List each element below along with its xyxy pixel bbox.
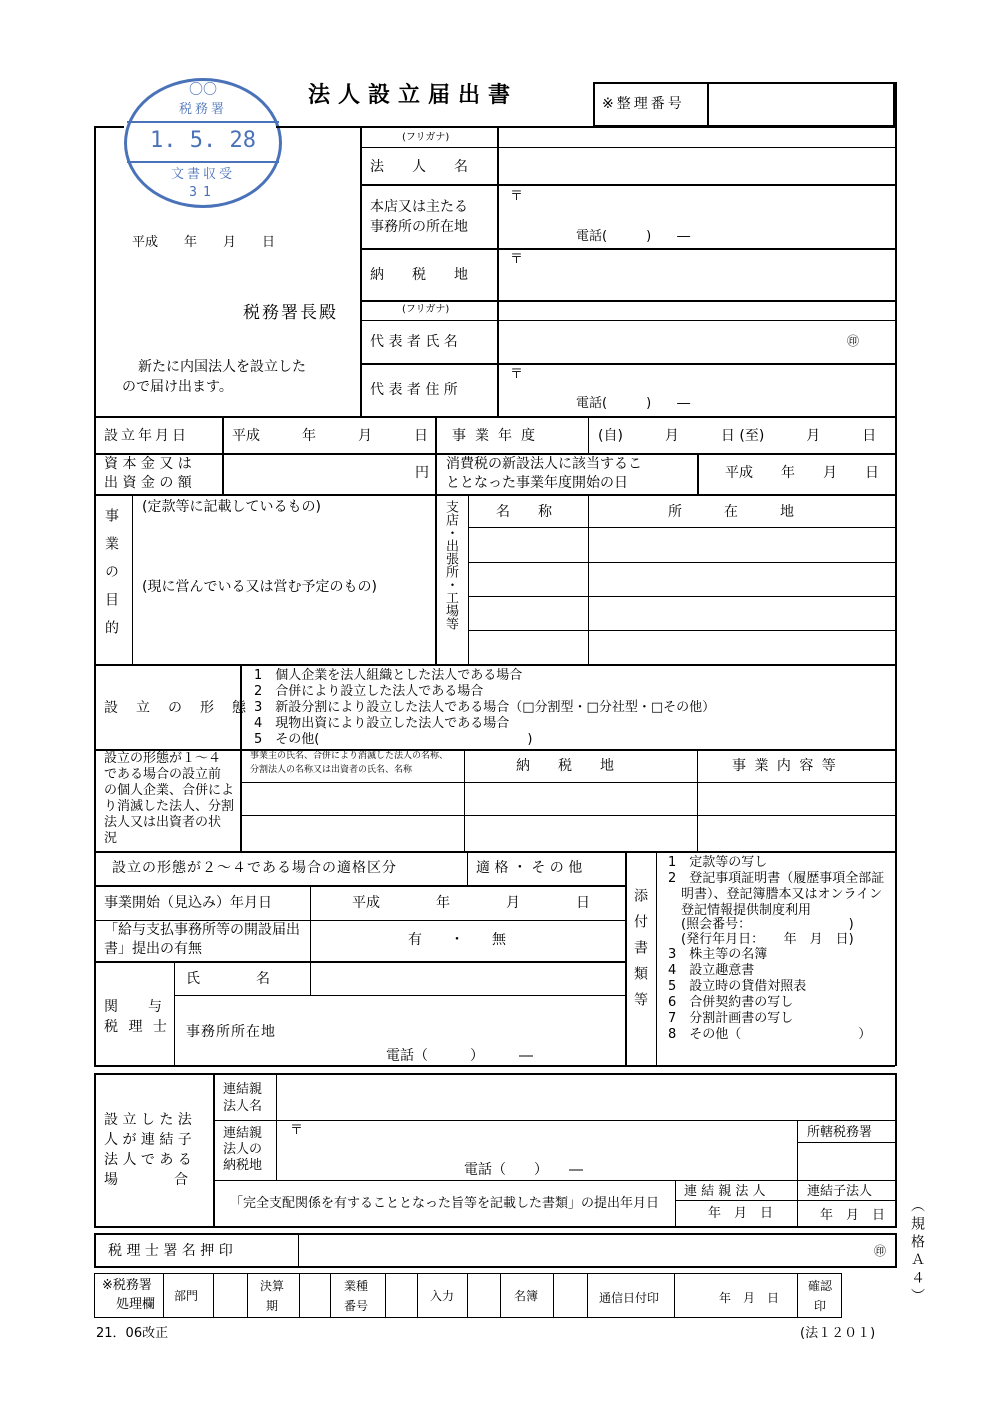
- child-header: 連結子法人: [807, 1184, 873, 1199]
- jurisdiction-office-label: 所轄税務署: [807, 1125, 873, 1140]
- attachment-item-4: 4 設立趣意書: [668, 963, 755, 978]
- fiscal-year-value[interactable]: (自) 月 日 (至) 月 日: [598, 428, 877, 444]
- corp-name-label: 法 人 名: [370, 159, 468, 175]
- attachment-item-2c: 登記情報提供制度利用: [668, 903, 812, 918]
- ref-number-field[interactable]: [710, 84, 893, 125]
- submission-date: 平成 年 月 日: [132, 235, 276, 250]
- accountant-office-field[interactable]: [312, 997, 623, 1063]
- office-use-fiscal-1: 決算: [260, 1279, 285, 1293]
- consolidated-label-3: 法 人 で あ る: [104, 1152, 192, 1168]
- capital-label-1: 資 本 金 又 は: [104, 456, 192, 472]
- parent-tax-field[interactable]: [278, 1122, 795, 1179]
- attachment-item-8: 8 その他（ ）: [668, 1027, 872, 1042]
- rep-name-field[interactable]: [499, 322, 839, 362]
- office-use-confirm-2: 印: [814, 1299, 827, 1313]
- rep-addr-phone: 電話( ) ―: [576, 396, 691, 411]
- parent-name-label-1: 連結親: [223, 1082, 263, 1097]
- parent-header: 連 結 親 法 人: [684, 1184, 766, 1199]
- stamp-number: 31: [189, 185, 217, 200]
- stamp-date: 1. 5. 28: [150, 128, 256, 153]
- tax-start-date[interactable]: 平成 年 月 日: [725, 465, 879, 481]
- predecessor-col2-header: 納 税 地: [516, 758, 614, 774]
- office-use-label-2: 処理欄: [116, 1297, 156, 1312]
- predecessor-col1-line-1: 事業主の氏名、合併により消滅した法人の名称、: [250, 751, 449, 761]
- predecessor-label-5: 法人又は出資者の状: [104, 815, 222, 830]
- form-type-option-5[interactable]: 5 その他( ): [254, 732, 533, 747]
- purpose-note-1: (定款等に記載しているもの): [142, 499, 321, 515]
- purpose-field[interactable]: [134, 520, 432, 662]
- corp-name-field[interactable]: [499, 149, 893, 183]
- accountant-name-label: 氏 名: [186, 971, 270, 987]
- rep-addr-postal: 〒: [510, 367, 524, 382]
- consolidated-label-2: 人 が 連 結 子: [104, 1132, 192, 1148]
- revision-note: 21．06改正: [96, 1326, 169, 1341]
- office-use-label-1: ※税務署: [102, 1278, 152, 1293]
- parent-date[interactable]: 年 月 日: [708, 1206, 774, 1221]
- furigana-label: (フリガナ): [402, 132, 450, 143]
- payroll-label-2: 書」提出の有無: [104, 941, 202, 957]
- predecessor-col1-line-2: 分割法人の名称又は出資者の氏名、名称: [250, 765, 413, 775]
- child-date[interactable]: 年 月 日: [820, 1208, 886, 1223]
- parent-tax-label-3: 納税地: [223, 1158, 263, 1173]
- receipt-stamp: [124, 78, 282, 208]
- jurisdiction-office-field[interactable]: [799, 1143, 893, 1179]
- office-use-fiscal-2: 期: [266, 1299, 279, 1313]
- branch-location-header: 所 在 地: [668, 504, 794, 520]
- attachment-item-6: 6 合併契約書の写し: [668, 995, 794, 1010]
- parent-tax-phone: 電話（ ） ―: [464, 1162, 583, 1178]
- tax-start-label-1: 消費税の新設法人に該当するこ: [446, 456, 642, 472]
- paper-size-note: （規格Ａ４）: [909, 1198, 925, 1306]
- parent-tax-label-2: 法人の: [223, 1142, 263, 1157]
- tax-place-postal: 〒: [510, 252, 524, 267]
- form-type-option-4[interactable]: 4 現物出資により設立した法人である場合: [254, 716, 510, 731]
- postal-mark: 〒: [510, 189, 524, 204]
- form-type-option-3[interactable]: 3 新設分割により設立した法人である場合（□分割型・□分社型・□その他）: [254, 700, 716, 715]
- predecessor-label-6: 況: [104, 831, 118, 846]
- payroll-label-1: 「給与支払事務所等の開設届出: [104, 922, 300, 938]
- branch-name-header: 名 称: [496, 504, 552, 520]
- start-date-value[interactable]: 平成 年 月 日: [352, 895, 590, 911]
- predecessor-row[interactable]: [242, 817, 893, 850]
- form-type-option-2[interactable]: 2 合併により設立した法人である場合: [254, 684, 484, 699]
- capital-label-2: 出 資 金 の 額: [104, 475, 192, 491]
- accountant-office-label: 事務所所在地: [186, 1024, 276, 1040]
- office-use-roster: 名簿: [514, 1289, 539, 1303]
- parent-name-label-2: 法人名: [223, 1099, 263, 1114]
- attachment-item-2d: (照会番号： ): [668, 917, 854, 932]
- start-date-label: 事業開始（見込み）年月日: [104, 895, 272, 911]
- parent-name-field[interactable]: [278, 1076, 893, 1119]
- branch-row[interactable]: [470, 632, 893, 663]
- form-code: (法１２０１): [800, 1326, 876, 1341]
- tax-start-label-2: ととなった事業年度開始の日: [446, 475, 628, 491]
- purpose-label: 事業の目的: [103, 508, 119, 648]
- hq-phone: 電話( ) ―: [576, 229, 691, 244]
- accountant-name-field[interactable]: [312, 963, 623, 994]
- office-use-input: 入力: [430, 1289, 455, 1303]
- office-use-notice: 通信日付印: [599, 1291, 660, 1305]
- form-type-label: 設 立 の 形 態: [104, 700, 248, 716]
- tax-place-label: 納 税 地: [370, 267, 468, 283]
- accountant-label-1: 関 与: [104, 999, 170, 1015]
- office-use-ind-1: 業種: [344, 1279, 369, 1293]
- est-date-label: 設立年月日: [104, 428, 189, 444]
- payroll-value[interactable]: 有 ・ 無: [408, 932, 506, 948]
- rep-addr-label: 代 表 者 住 所: [370, 382, 458, 398]
- parent-tax-postal: 〒: [290, 1123, 304, 1138]
- est-date-value[interactable]: 平成 年 月 日: [232, 428, 428, 444]
- office-use-ind-2: 番号: [344, 1299, 369, 1313]
- accountant-label-2: 税 理 士: [104, 1019, 170, 1035]
- purpose-note-2: (現に営んでいる又は営む予定のもの): [142, 579, 377, 595]
- form-title: 法人設立届出書: [308, 83, 519, 108]
- qual-value[interactable]: 適 格 ・ そ の 他: [476, 860, 583, 876]
- branch-row[interactable]: [470, 598, 893, 629]
- predecessor-label-1: 設立の形態が１～４: [104, 751, 222, 766]
- attachment-item-1: 1 定款等の写し: [668, 855, 768, 870]
- signature-label: 税 理 士 署 名 押 印: [108, 1243, 233, 1259]
- branch-row[interactable]: [470, 529, 893, 561]
- statement-line-1: 新たに内国法人を設立した: [138, 359, 306, 375]
- stamp-office-type: 税務署: [178, 102, 227, 117]
- form-type-option-1[interactable]: 1 個人企業を法人組織とした法人である場合: [254, 668, 523, 683]
- fiscal-year-label: 事業年度: [452, 428, 544, 444]
- qual-label: 設立の形態が２～４である場合の適格区分: [112, 860, 397, 876]
- attachment-item-2: 2 登記事項証明書（履歴事項全部証: [668, 871, 885, 886]
- predecessor-label-4: り消滅した法人、分割: [104, 799, 235, 814]
- branch-row[interactable]: [470, 564, 893, 595]
- capital-field[interactable]: [224, 455, 412, 493]
- rep-seal-mark: ㊞: [847, 334, 860, 348]
- parent-tax-label-1: 連結親: [223, 1126, 263, 1141]
- predecessor-label-2: である場合の設立前: [104, 767, 222, 782]
- hq-label-2: 事務所の所在地: [370, 219, 468, 235]
- statement-line-2: ので届け出ます。: [122, 379, 233, 395]
- accountant-phone: 電話（ ） ―: [386, 1048, 533, 1064]
- complete-control-doc-label: 「完全支配関係を有することとなった旨等を記載した書類」の提出年月日: [230, 1196, 660, 1211]
- stamp-received: 文書収受: [170, 167, 235, 182]
- predecessor-col3-header: 事 業 内 容 等: [732, 758, 838, 774]
- rep-address-field[interactable]: [499, 365, 893, 415]
- rep-name-label: 代 表 者 氏 名: [370, 334, 458, 350]
- office-use-confirm-1: 確認: [808, 1279, 833, 1293]
- office-use-ymd: 年 月 日: [719, 1291, 780, 1305]
- office-use-dept: 部門: [174, 1289, 199, 1303]
- rep-furigana-label: (フリガナ): [402, 304, 450, 315]
- hq-label-1: 本店又は主たる: [370, 199, 468, 215]
- stamp-office: 〇〇: [189, 82, 217, 98]
- attachment-item-2e: (発行年月日： 年 月 日): [668, 932, 854, 947]
- capital-unit: 円: [415, 465, 429, 481]
- attachment-item-2b: 明書）、登記簿謄本又はオンライン: [668, 887, 883, 902]
- signature-seal: ㊞: [874, 1244, 887, 1258]
- ref-number-label: ※整理番号: [602, 96, 685, 112]
- attachments-label: 添付書類等: [632, 888, 648, 1018]
- attachment-item-7: 7 分割計画書の写し: [668, 1011, 794, 1026]
- hq-address-field[interactable]: [499, 186, 893, 246]
- tax-place-field[interactable]: [499, 250, 893, 299]
- signature-field[interactable]: [300, 1235, 870, 1266]
- consolidated-label-1: 設 立 し た 法: [104, 1112, 192, 1128]
- branches-label: 支店・出張所・工場等: [443, 500, 458, 630]
- predecessor-label-3: の個人企業、合併によ: [104, 783, 235, 798]
- predecessor-row[interactable]: [242, 784, 893, 814]
- attachment-item-3: 3 株主等の名簿: [668, 947, 768, 962]
- consolidated-label-4: 場 合: [104, 1172, 188, 1188]
- attachment-item-5: 5 設立時の貸借対照表: [668, 979, 807, 994]
- addressee: 税務署長殿: [243, 303, 338, 323]
